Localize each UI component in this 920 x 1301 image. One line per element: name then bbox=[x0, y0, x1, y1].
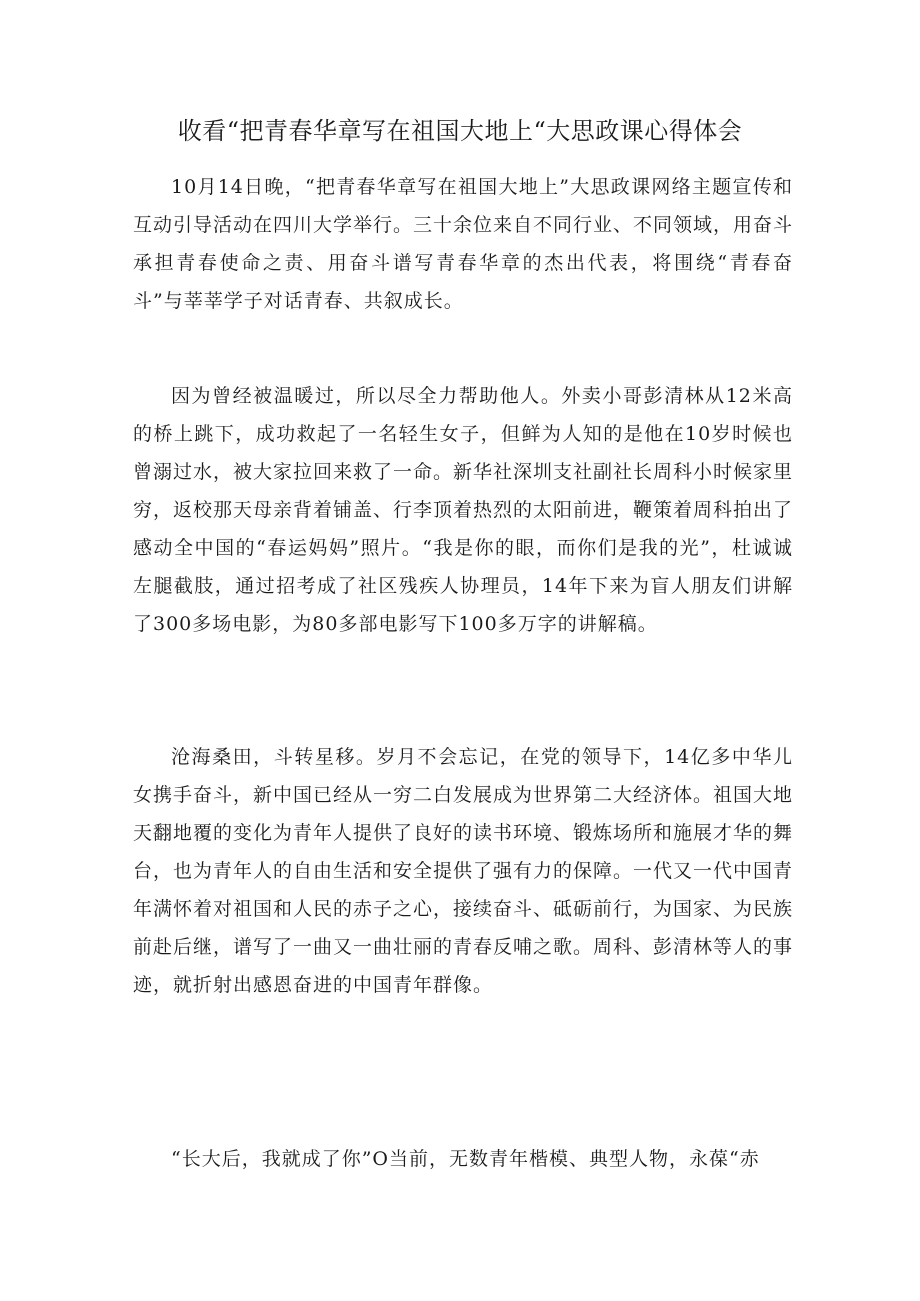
paragraph-3: 沧海桑田，斗转星移。岁月不会忘记，在党的领导下，14亿多中华儿女携手奋斗，新中国已经从一穷二白发展成为世界第二大经济体。祖国大地天翻地覆的变化为青年人提供了良好的读书环境、锻炼场所和施展才华的舞台，也为青年人的自由生活和安全提供了强有力的保障。一代又一代中国青年满怀着对祖国和人民的赤子之心，接续奋斗、砥砺前行，为国家、为民族前赴后继，谱写了一曲又一曲壮丽的青春反哺之歌。周科、彭清林等人的事迹，就折射出感恩奋进的中国青年群像。 bbox=[133, 746, 794, 996]
paragraph-2: 因为曾经被温暖过，所以尽全力帮助他人。外卖小哥彭清林从12米高的桥上跳下，成功救起了一名轻生女子，但鲜为人知的是他在10岁时候也曾溺过水，被大家拉回来救了一命。新华社深圳支社副社长周科小时候家里穷，返校那天母亲背着铺盖、行李顶着热烈的太阳前进，鞭策着周科拍出了感动全中国的“春运妈妈”照片。“我是你的眼，而你们是我的光”，杜诚诚左腿截肢，通过招考成了社区残疾人协理员，14年下来为盲人朋友们讲解了300多场电影，为80多部电影写下100多万字的讲解稿。 bbox=[133, 385, 794, 635]
document-title: 收看“把青春华章写在祖国大地上“大思政课心得体会 bbox=[177, 117, 743, 145]
paragraph-4: “长大后，我就成了你”O当前，无数青年楷模、典型人物，永葆“赤 bbox=[171, 1148, 760, 1170]
paragraph-1: 10月14日晚，“把青春华章写在祖国大地上”大思政课网络主题宣传和互动引导活动在四川大学举行。三十余位来自不同行业、不同领域，用奋斗承担青春使命之责、用奋斗谱写青春华章的杰出代表，将围绕“青春奋斗”与莘莘学子对话青春、共叙成长。 bbox=[133, 176, 794, 312]
